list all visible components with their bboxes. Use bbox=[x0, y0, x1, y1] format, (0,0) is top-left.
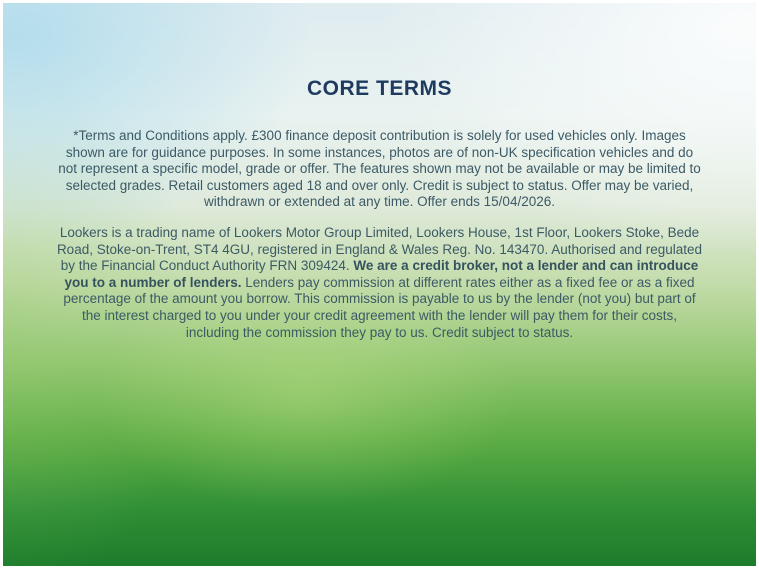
credit-broker-bold-text: We are a credit broker, not a lender and can introduce you to a number of lenders. bbox=[64, 258, 699, 290]
terms-content-block bbox=[56, 3, 704, 341]
page-title: CORE TERMS bbox=[306, 77, 452, 100]
company-registration-text: Lookers is a trading name of Lookers Motor Group Limited, Lookers House, 1st Floor, Lookers Stoke, Bede Road, Stoke-on-Trent, ST4 4GU, registered in England & Wales Reg. No. 143470. Authorised and regulated by the Financial Conduct Authority FRN 309424. bbox=[56, 224, 703, 274]
commission-disclosure-text: Lenders pay commission at different rates either as a fixed fee or as a fixed percentage of the amount you borrow. This commission is payable to us by the lender (not you) but part of the interest charged to you under your credit agreement with the lender will pay them for their costs, including the commission they pay to us. Credit subject to status. bbox=[63, 274, 696, 340]
terms-page-background bbox=[3, 3, 756, 566]
offer-terms-paragraph: *Terms and Conditions apply. £300 finance deposit contribution is solely for used vehicles only. Images shown are for guidance purposes. In some instances, photos are of non-UK specification vehicles and do not represent a specific model, grade or offer. The features shown may not be available or may be limited to selected grades. Retail customers aged 18 and over only. Credit is subject to status. Offer may be varied, withdrawn or extended at any time. Offer ends 15/04/2026. bbox=[58, 128, 701, 210]
company-legal-paragraph bbox=[56, 225, 704, 341]
